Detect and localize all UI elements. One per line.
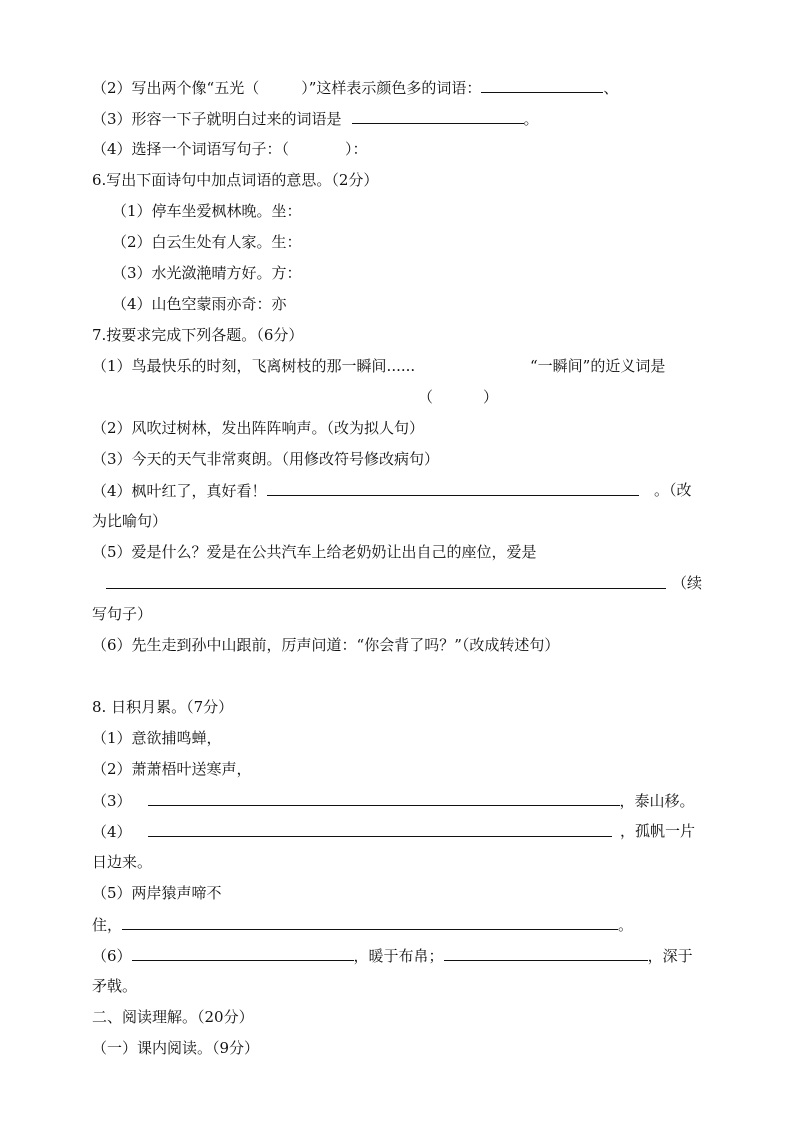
q7-item2: （2）风吹过树林，发出阵阵响声。（改为拟人句） — [92, 419, 425, 437]
q6-item-1: （1）停车坐爱枫林晚。坐： — [112, 202, 302, 220]
q5-item3-blank[interactable] — [352, 107, 524, 124]
q8-item6-blank-2[interactable] — [444, 944, 648, 961]
q8-title: 8. 日积月累。（7分） — [92, 698, 234, 716]
q8-item6: （6） ，暖于布帛； ，深于 — [92, 944, 693, 966]
q8-item1: （1）意欲捕鸣蝉， — [92, 729, 222, 747]
q7-item4: （4）枫叶红了，真好看！ — [92, 479, 639, 501]
q7-item5-end: （续 — [672, 574, 703, 592]
q6-item-4: （4）山色空蒙雨亦奇：亦 — [112, 295, 287, 313]
q7-item5-cont: 写句子） — [92, 605, 153, 623]
q8-item6-cont: 矛戟。 — [92, 977, 138, 995]
section2-title: 二、阅读理解。（20分） — [92, 1008, 254, 1026]
section2-sub1: （一）课内阅读。（9分） — [92, 1039, 260, 1057]
q7-item1: （1）鸟最快乐的时刻，飞离树枝的那一瞬间...... — [92, 357, 416, 375]
q5-item2: （2）写出两个像“五光（ ）”这样表示颜色多的词语： 、 — [92, 76, 618, 98]
q8-item4-cont: 日边来。 — [92, 853, 153, 871]
q8-item4-end: ，孤帆一片 — [620, 822, 696, 840]
q5-item4: （4）选择一个词语写句子：（ ）： — [92, 140, 368, 158]
q7-item1-paren: （ ） — [418, 388, 499, 406]
q5-item2-blank-1[interactable] — [481, 76, 603, 93]
q7-item6: （6）先生走到孙中山跟前，厉声问道：“你会背了吗？”（改成转述句） — [92, 636, 560, 654]
q6-item-3: （3）水光潋滟晴方好。方： — [112, 264, 302, 282]
q5-item3: （3）形容一下子就明白过来的词语是 。 — [92, 107, 539, 129]
q8-item6-blank-1[interactable] — [132, 944, 354, 961]
q7-item1-right: “一瞬间”的近义词是 — [530, 357, 666, 375]
q7-title: 7.按要求完成下列各题。（6分） — [92, 326, 304, 344]
q8-item5: （5）两岸猿声啼不 — [92, 884, 222, 902]
q8-item2: （2）萧萧梧叶送寒声， — [92, 760, 252, 778]
q7-item3: （3）今天的天气非常爽朗。（用修改符号修改病句） — [92, 450, 440, 468]
q8-item4-blank[interactable] — [148, 820, 612, 837]
q8-item3: （3） ，泰山移。 — [92, 789, 695, 811]
q7-item4-cont: 为比喻句） — [92, 512, 168, 530]
q7-item5-blank[interactable] — [106, 572, 666, 589]
q8-item5-cont: 住， 。 — [92, 913, 633, 935]
q8-item4: （4） — [92, 820, 612, 842]
q7-item4-end: 。（改 — [654, 481, 692, 499]
q7-item4-blank[interactable] — [267, 479, 639, 496]
q8-item3-blank[interactable] — [148, 789, 620, 806]
q7-item5: （5）爱是什么？爱是在公共汽车上给老奶奶让出自己的座位，爱是 — [92, 543, 537, 561]
q7-item5-blank-line — [106, 572, 666, 594]
q8-item5-blank[interactable] — [122, 913, 618, 930]
q6-title: 6.写出下面诗句中加点词语的意思。（2分） — [92, 171, 379, 189]
q6-item-2: （2）白云生处有人家。生： — [112, 233, 302, 251]
